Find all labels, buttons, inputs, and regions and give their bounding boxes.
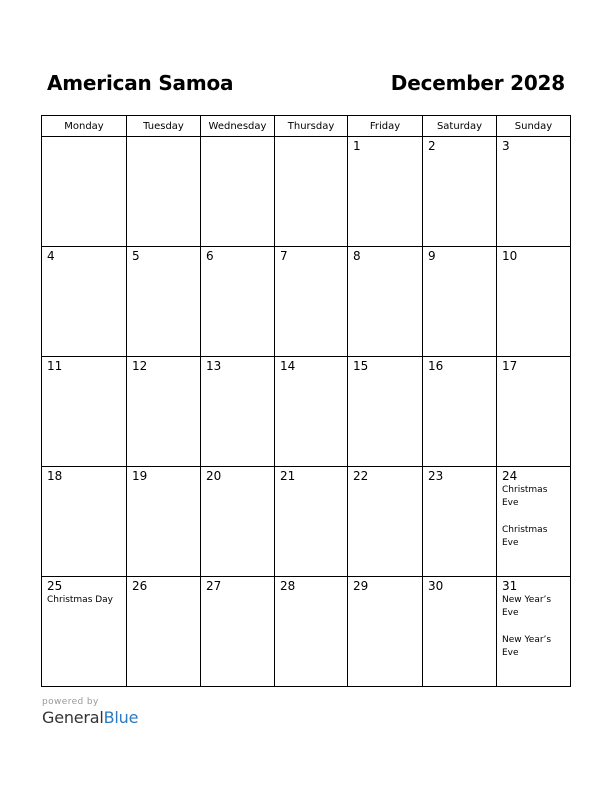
day-cell	[42, 137, 127, 247]
day-cell	[127, 467, 201, 577]
day-cell	[423, 467, 497, 577]
day-number: 19	[132, 469, 148, 483]
day-cell	[275, 137, 348, 247]
brand-blue: Blue	[103, 708, 139, 727]
day-cell	[348, 137, 423, 247]
day-cell	[348, 577, 423, 687]
day-cell	[201, 137, 275, 247]
day-cell	[348, 467, 423, 577]
day-number: 5	[132, 249, 140, 263]
day-cell	[201, 577, 275, 687]
calendar-grid	[41, 115, 571, 687]
day-number: 26	[132, 579, 148, 593]
footer-branding	[42, 697, 138, 727]
weekday-header: Saturday	[423, 116, 497, 137]
holiday-event: Christmas Eve	[502, 485, 548, 508]
day-cell	[497, 247, 571, 357]
day-cell	[275, 357, 348, 467]
day-number: 30	[428, 579, 444, 593]
day-number: 12	[132, 359, 148, 373]
week-row	[42, 577, 571, 687]
day-number: 6	[206, 249, 214, 263]
day-cell	[201, 357, 275, 467]
day-cell	[423, 247, 497, 357]
day-number: 23	[428, 469, 444, 483]
day-number: 7	[280, 249, 288, 263]
day-cell	[127, 577, 201, 687]
day-cell	[201, 467, 275, 577]
day-number: 31	[502, 579, 518, 593]
day-number: 3	[502, 139, 510, 153]
day-cell	[127, 247, 201, 357]
weekday-header: Sunday	[497, 116, 571, 137]
day-cell	[42, 247, 127, 357]
day-cell	[423, 137, 497, 247]
day-number: 13	[206, 359, 222, 373]
day-cell	[42, 357, 127, 467]
day-number: 28	[280, 579, 296, 593]
day-number: 21	[280, 469, 296, 483]
day-cell	[497, 467, 571, 577]
day-cell	[348, 247, 423, 357]
day-cell	[497, 357, 571, 467]
day-cell	[201, 247, 275, 357]
day-number: 16	[428, 359, 444, 373]
weekday-header: Tuesday	[127, 116, 201, 137]
week-row	[42, 247, 571, 357]
holiday-event: New Year’s Eve	[502, 635, 552, 658]
day-cell	[127, 137, 201, 247]
day-cell	[275, 467, 348, 577]
brand-general: General	[42, 708, 104, 727]
weekday-header: Friday	[348, 116, 423, 137]
day-cell	[497, 137, 571, 247]
day-cell	[497, 577, 571, 687]
day-number: 27	[206, 579, 222, 593]
day-number: 25	[47, 579, 63, 593]
day-number: 4	[47, 249, 55, 263]
weekday-header: Monday	[42, 116, 127, 137]
week-row	[42, 467, 571, 577]
holiday-event: Christmas Eve	[502, 525, 548, 548]
day-cell	[423, 577, 497, 687]
day-number: 24	[502, 469, 518, 483]
day-number: 8	[353, 249, 361, 263]
day-number: 11	[47, 359, 63, 373]
day-number: 29	[353, 579, 369, 593]
week-row	[42, 137, 571, 247]
day-cell	[127, 357, 201, 467]
weekday-header-row	[42, 116, 571, 137]
powered-by-text: powered by	[42, 697, 99, 707]
holiday-event: Christmas Day	[47, 595, 114, 605]
day-number: 9	[428, 249, 436, 263]
day-cell	[348, 357, 423, 467]
day-number: 20	[206, 469, 222, 483]
day-cell	[423, 357, 497, 467]
weekday-header: Thursday	[275, 116, 348, 137]
country-title: American Samoa	[47, 71, 234, 95]
holiday-event: New Year’s Eve	[502, 595, 552, 618]
day-number: 10	[502, 249, 518, 263]
day-number: 2	[428, 139, 436, 153]
day-number: 22	[353, 469, 369, 483]
week-row	[42, 357, 571, 467]
day-cell	[42, 577, 127, 687]
month-title: December 2028	[390, 71, 565, 95]
day-number: 14	[280, 359, 296, 373]
day-cell	[275, 577, 348, 687]
day-number: 15	[353, 359, 369, 373]
day-number: 18	[47, 469, 63, 483]
day-cell	[275, 247, 348, 357]
weekday-header: Wednesday	[201, 116, 275, 137]
generalblue-logo	[42, 708, 138, 727]
day-cell	[42, 467, 127, 577]
day-number: 1	[353, 139, 361, 153]
day-number: 17	[502, 359, 518, 373]
